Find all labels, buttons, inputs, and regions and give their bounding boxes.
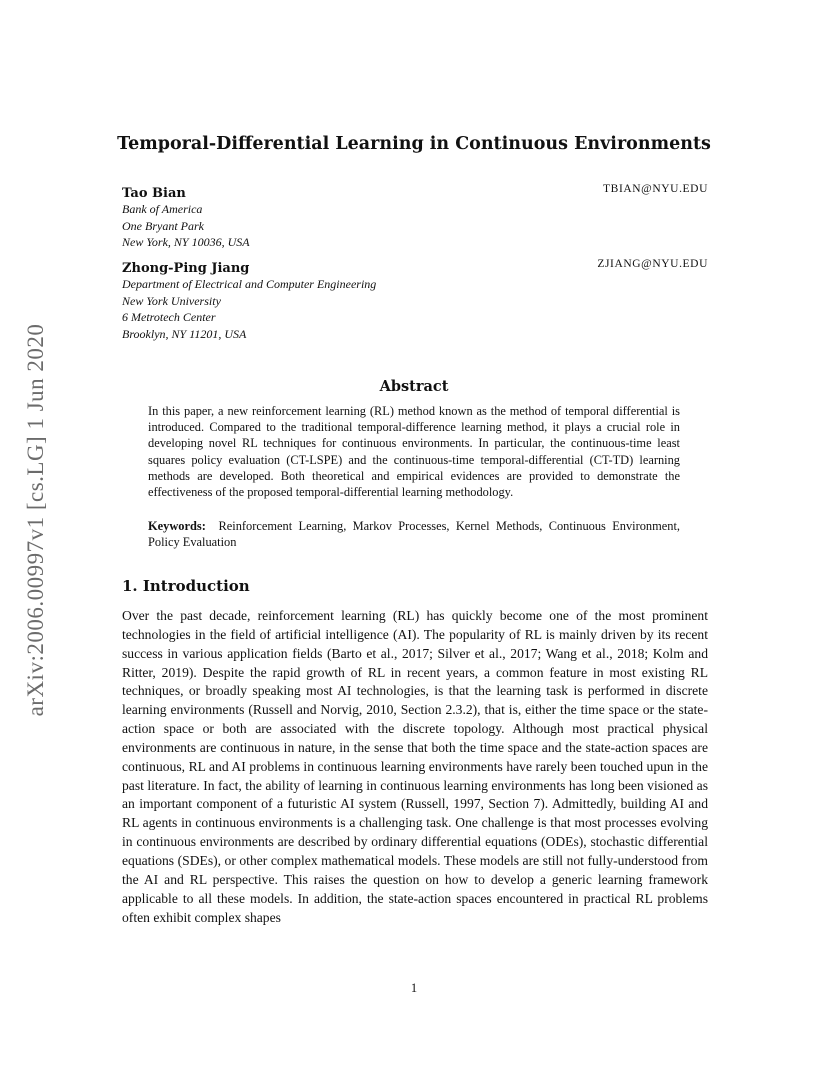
keywords-list: Reinforcement Learning, Markov Processes, Kernel Methods, Continuous Environment, Policy Evaluation — [148, 519, 680, 550]
affiliation-line: Bank of America — [122, 202, 203, 216]
author-block-1 — [122, 182, 708, 251]
section-heading: 1. Introduction — [122, 577, 250, 595]
affiliation-line: One Bryant Park — [122, 218, 204, 233]
page-number: 1 — [410, 981, 418, 995]
keywords — [148, 518, 680, 550]
author-name: Zhong-Ping Jiang — [122, 261, 250, 276]
affiliation-line: New York, NY 10036, USA — [122, 235, 250, 249]
affiliation-line: New York University — [122, 293, 221, 308]
affiliation-line: Brooklyn, NY 11201, USA — [122, 326, 247, 341]
arxiv-stamp: arXiv:2006.00997v1 [cs.LG] 1 Jun 2020 — [23, 323, 48, 717]
keywords-label: Keywords: — [148, 519, 206, 533]
author-email: TBIAN@NYU.EDU — [603, 183, 708, 195]
affiliation-line: 6 Metrotech Center — [122, 310, 216, 324]
author-block-2 — [122, 257, 708, 342]
abstract-heading: Abstract — [379, 378, 449, 395]
author-name: Tao Bian — [122, 186, 186, 201]
paper-title: Temporal-Differential Learning in Continuous Environments — [117, 134, 711, 154]
author-email: ZJIANG@NYU.EDU — [597, 258, 708, 270]
abstract-text: In this paper, a new reinforcement learning (RL) method known as the method of temporal differential is introduced. Compared to the traditional temporal-difference learning method, it plays a crucial role in developing novel RL techniques for continuous environments. In particular, the continuous-time least squares policy evaluation (CT-LSPE) and the continuous-time temporal-differential (CT-TD) learning methods are developed. Both theoretical and empirical evidences are provided to demonstrate the effectiveness of the proposed temporal-differential learning methodology. — [148, 404, 680, 500]
affiliation-line: Department of Electrical and Computer Engineering — [122, 277, 377, 291]
introduction-text: Over the past decade, reinforcement learning (RL) has quickly become one of the most prominent technologies in the field of artificial intelligence (AI). The popularity of RL is mainly driven by its recent success in various application fields (Barto et al., 2017; Silver et al., 2017; Wang et al., 2018; Kolm and Ritter, 2019). Despite the rapid growth of RL in recent years, a common feature in most existing RL techniques, or broadly speaking most AI technologies, is that the learning task is performed in discrete learning environments (Russell and Norvig, 2010, Section 2.3.2), that is, either the time space or the state-action space or both are associated with the discrete topology. Although most practical physical environments are continuous in nature, in the sense that both the time space and the state-action spaces are continuous, RL and AI problems in continuous learning environments have rarely been touched upun in the past literature. In fact, the ability of learning in continuous learning environments has long been visioned as an important component of a futuristic AI system (Russell, 1997, Section 7). Admittedly, building AI and RL agents in continuous environments is a challenging task. One challenge is that most processes evolving in continuous environments are described by ordinary differential equations (ODEs), stochastic differential equations (SDEs), or other complex mathematical models. These models are still not fully-understood from the AI and RL perspective. This raises the question on how to develop a generic learning framework applicable to all these models. In addition, the state-action spaces encountered in practical RL problems often exhibit complex shapes — [122, 608, 708, 925]
